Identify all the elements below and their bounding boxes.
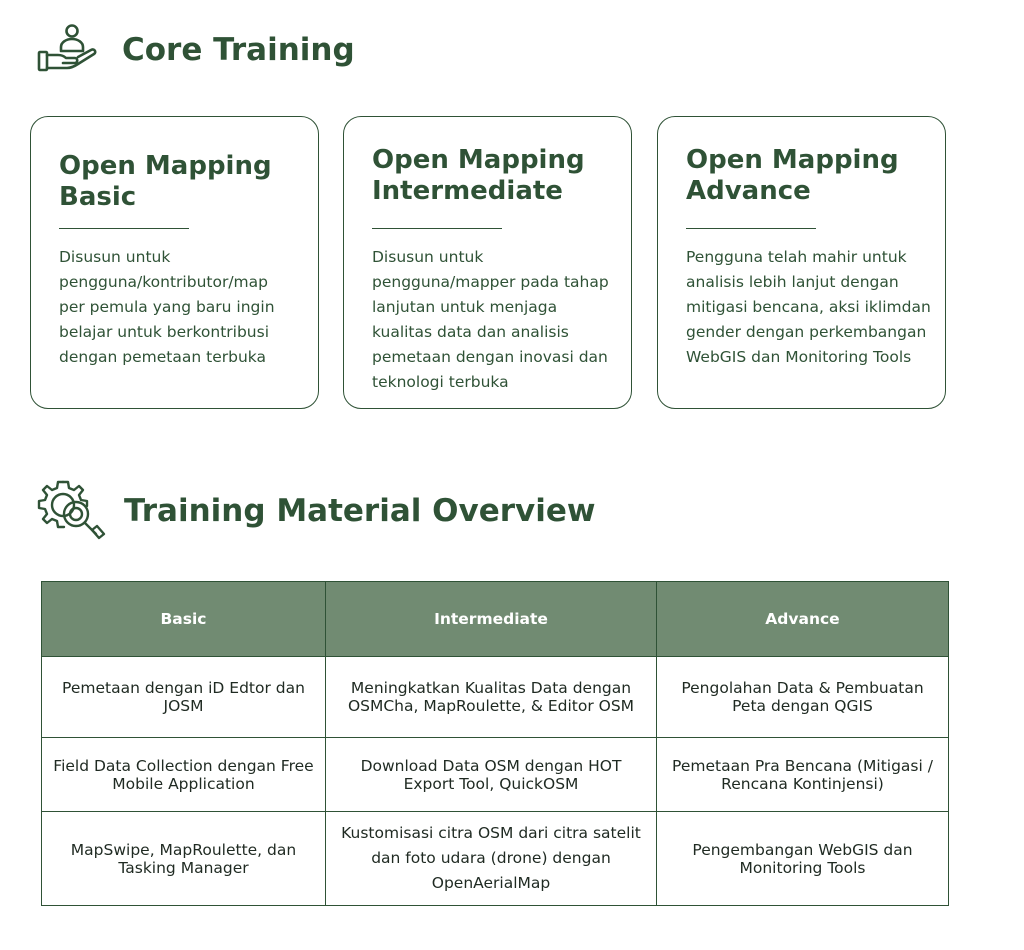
table-cell: Meningkatkan Kualitas Data dengan OSMCha, MapRoulette, & Editor OSM	[326, 657, 657, 738]
card-open-mapping-intermediate	[343, 116, 632, 409]
card-open-mapping-basic	[30, 116, 319, 409]
section-title: Training Material Overview	[124, 493, 596, 529]
card-open-mapping-advance	[657, 116, 946, 409]
table-cell: Download Data OSM dengan HOT Export Tool, QuickOSM	[326, 738, 657, 812]
card-title: Open Mapping Advance	[686, 145, 899, 206]
hand-holding-person-icon	[36, 22, 100, 78]
overview-header	[36, 478, 596, 544]
table-row	[42, 657, 949, 738]
card-title: Open Mapping Basic	[59, 151, 272, 212]
table-cell: Pemetaan Pra Bencana (Mitigasi / Rencana Kontinjensi)	[657, 738, 949, 812]
table-cell: Kustomisasi citra OSM dari citra satelit dan foto udara (drone) dengan OpenAerialMap	[326, 812, 657, 906]
card-description: Disusun untuk pengguna/kontributor/map per pemula yang baru ingin belajar untuk berkontribusi dengan pemetaan terbuka	[59, 248, 275, 366]
gear-magnifier-icon	[36, 478, 108, 544]
table-row	[42, 738, 949, 812]
table-cell: Pengembangan WebGIS dan Monitoring Tools	[657, 812, 949, 906]
divider	[686, 228, 816, 229]
card-description: Pengguna telah mahir untuk analisis lebih lanjut dengan mitigasi bencana, aksi iklimdan gender dengan perkembangan WebGIS dan Monitoring Tools	[686, 248, 931, 366]
table-row	[42, 812, 949, 906]
column-header-basic: Basic	[42, 582, 326, 657]
card-title: Open Mapping Intermediate	[372, 145, 585, 206]
card-description: Disusun untuk pengguna/mapper pada tahap lanjutan untuk menjaga kualitas data dan analisis pemetaan dengan inovasi dan teknologi terbuka	[372, 248, 609, 391]
section-title: Core Training	[122, 32, 355, 68]
divider	[59, 228, 189, 229]
table-header-row	[42, 582, 949, 657]
table-cell: Pengolahan Data & Pembuatan Peta dengan QGIS	[657, 657, 949, 738]
training-material-table	[41, 581, 949, 906]
divider	[372, 228, 502, 229]
table-cell: Pemetaan dengan iD Edtor dan JOSM	[42, 657, 326, 738]
column-header-advance: Advance	[657, 582, 949, 657]
core-training-header	[36, 22, 355, 78]
column-header-intermediate: Intermediate	[326, 582, 657, 657]
table-cell: MapSwipe, MapRoulette, dan Tasking Manager	[42, 812, 326, 906]
table-cell: Field Data Collection dengan Free Mobile Application	[42, 738, 326, 812]
